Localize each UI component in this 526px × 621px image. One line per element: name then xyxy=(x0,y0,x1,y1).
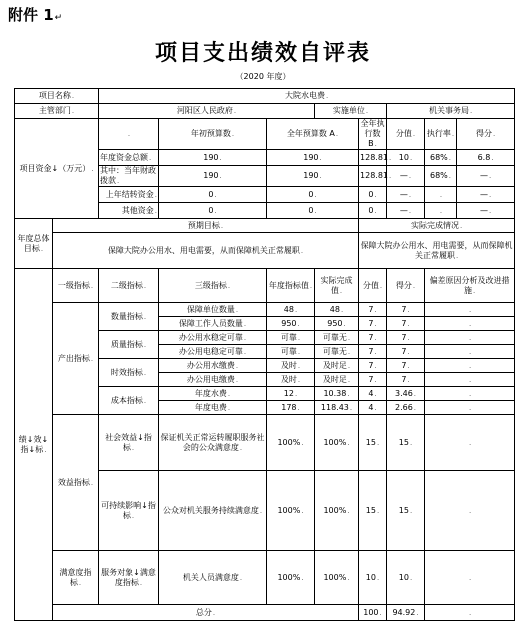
indicator-name: 办公用水缴费. xyxy=(159,359,267,373)
cell-end-mark: . xyxy=(459,221,463,230)
indicator-target: 48. xyxy=(267,303,315,317)
cell-end-mark: . xyxy=(413,389,417,398)
perf-header: 实际完成值. xyxy=(315,269,359,303)
cell-end-mark: . xyxy=(259,506,263,515)
indicator-note xyxy=(425,345,515,359)
cell-end-mark: . xyxy=(448,172,452,180)
cell-end-mark: . xyxy=(347,361,351,370)
cell-end-mark: . xyxy=(143,312,147,321)
cell-end-mark: . xyxy=(468,375,472,384)
cell-end-mark: . xyxy=(451,130,455,138)
funds-rate: 68%. xyxy=(425,166,457,187)
cell-end-mark: . xyxy=(347,375,351,384)
cell-end-mark: . xyxy=(374,389,377,398)
funds-rate xyxy=(425,203,457,219)
cell-end-mark: . xyxy=(448,153,452,162)
cell-end-mark: . xyxy=(413,403,417,412)
indicator-target: 及时. xyxy=(267,373,315,387)
cell-end-mark: . xyxy=(309,281,313,290)
cell-end-mark: . xyxy=(468,319,472,328)
cell-end-mark: . xyxy=(389,153,392,162)
cell-end-mark: . xyxy=(374,190,377,199)
perf-label: 绩↓效↓指↓标. xyxy=(15,269,53,621)
perf-row xyxy=(15,551,515,605)
indicator-note xyxy=(425,471,515,551)
cell-end-mark: . xyxy=(349,403,353,412)
cell-end-mark: . xyxy=(301,506,304,515)
cell-end-mark: . xyxy=(297,403,300,412)
cell-end-mark: . xyxy=(347,389,350,398)
cell-end-mark: . xyxy=(233,107,237,115)
cell-end-mark: . xyxy=(131,511,135,520)
project-name-label: 项目名称. xyxy=(15,89,99,104)
indicator-actual: 10.38. xyxy=(315,387,359,401)
indicator-got: 7. xyxy=(387,331,425,345)
cell-end-mark: . xyxy=(408,172,412,180)
indicator-score: 7. xyxy=(359,373,387,387)
level2-label: 成本指标. xyxy=(99,387,159,415)
indicator-got: 10. xyxy=(387,551,425,605)
cell-end-mark: . xyxy=(319,153,322,162)
indicator-got: 7. xyxy=(387,359,425,373)
indicator-note xyxy=(425,317,515,331)
output-label: 产出指标. xyxy=(53,303,99,415)
year-label: （2020 年度） xyxy=(235,72,291,81)
funds-header: 得分. xyxy=(457,119,515,150)
table-row xyxy=(15,89,515,104)
indicator-target: 100%. xyxy=(267,471,315,551)
funds-row-name: 其中：当年财政拨款. xyxy=(99,166,159,187)
indicator-score: 15. xyxy=(359,471,387,551)
cell-end-mark: . xyxy=(374,206,377,215)
indicator-target: 可靠. xyxy=(267,345,315,359)
cell-end-mark: . xyxy=(408,190,412,199)
goal-header-row xyxy=(15,219,515,233)
cell-end-mark: . xyxy=(343,319,346,328)
funds-init: 190. xyxy=(159,166,267,187)
satisfaction-label: 满意度指标. xyxy=(53,551,99,605)
cell-end-mark: . xyxy=(469,107,473,115)
cell-end-mark: . xyxy=(235,305,239,314)
funds-header-empty xyxy=(99,119,159,150)
funds-exec: 0. xyxy=(359,203,387,219)
cell-end-mark: . xyxy=(347,573,350,582)
funds-header: 分值. xyxy=(387,119,425,150)
indicator-actual: 可靠无. xyxy=(315,345,359,359)
indicator-target: 及时. xyxy=(267,359,315,373)
indicator-name: 保障工作人员数量. xyxy=(159,317,267,331)
funds-rate xyxy=(425,187,457,203)
cell-end-mark: . xyxy=(468,305,472,314)
table-row xyxy=(15,104,515,119)
cell-end-mark: . xyxy=(239,443,243,452)
perf-header: 得分. xyxy=(387,269,425,303)
indicator-name: 年度电费. xyxy=(159,401,267,415)
cell-end-mark: . xyxy=(347,438,350,447)
cell-end-mark: . xyxy=(314,206,317,215)
funds-got: —. xyxy=(457,203,515,219)
performance-table xyxy=(14,88,515,621)
cell-end-mark: . xyxy=(416,608,419,617)
cell-end-mark: . xyxy=(44,445,47,454)
funds-init: 0. xyxy=(159,187,267,203)
cell-end-mark: . xyxy=(143,281,147,290)
indicator-actual: 及时足. xyxy=(315,359,359,373)
indicator-note xyxy=(425,401,515,415)
cell-end-mark: . xyxy=(409,573,413,582)
funds-header: 全年预算数 A. xyxy=(267,119,359,150)
cell-end-mark: . xyxy=(139,578,143,587)
cell-end-mark: . xyxy=(412,281,416,290)
cell-end-mark: . xyxy=(376,438,380,447)
cell-end-mark: . xyxy=(468,347,472,356)
cell-end-mark: . xyxy=(389,172,392,180)
cell-end-mark: . xyxy=(365,107,369,115)
cell-end-mark: . xyxy=(492,130,496,138)
indicator-score: 4. xyxy=(359,387,387,401)
cell-end-mark: . xyxy=(455,251,459,260)
indicator-target: 100%. xyxy=(267,415,315,471)
total-score: 100. xyxy=(359,605,387,621)
cell-end-mark: . xyxy=(407,319,410,328)
funds-annual: 0. xyxy=(267,187,359,203)
indicator-actual: 118.43. xyxy=(315,401,359,415)
cell-end-mark: . xyxy=(243,319,247,328)
indicator-name: 公众对机关服务持续满意度. xyxy=(159,471,267,551)
cell-end-mark: . xyxy=(219,172,222,180)
goal-actual: 保障大院办公用水、用电需要，从而保障机关正常履职. xyxy=(359,233,515,269)
funds-annual: 0. xyxy=(267,203,359,219)
cell-end-mark: . xyxy=(407,375,410,384)
total-note xyxy=(425,605,515,621)
funds-annual: 190. xyxy=(267,150,359,166)
perf-row xyxy=(15,415,515,471)
cell-end-mark: . xyxy=(379,608,382,617)
indicator-note xyxy=(425,551,515,605)
dept-name: 河阳区人民政府. xyxy=(99,104,315,119)
indicator-got: 3.46. xyxy=(387,387,425,401)
cell-end-mark: . xyxy=(219,153,222,162)
funds-score: 10. xyxy=(387,150,425,166)
funds-exec: 128.81. xyxy=(359,150,387,166)
cell-end-mark: . xyxy=(408,206,412,215)
funds-row-name: 年度资金总额. xyxy=(99,150,159,166)
cell-end-mark: . xyxy=(325,92,329,100)
total-label: 总分. xyxy=(53,605,359,621)
benefit-label: 效益指标. xyxy=(53,415,99,551)
cell-end-mark: . xyxy=(374,319,377,328)
cell-end-mark: . xyxy=(347,347,351,356)
level2-label: 质量指标. xyxy=(99,331,159,359)
cell-end-mark: . xyxy=(374,403,377,412)
cell-end-mark: . xyxy=(90,478,94,487)
cell-end-mark: . xyxy=(131,443,135,452)
cell-end-mark: . xyxy=(468,438,472,447)
cell-end-mark: . xyxy=(243,333,247,342)
dept-label: 主管部门. xyxy=(15,104,99,119)
goal-label: 年度总体目标. xyxy=(15,219,53,269)
indicator-got: 2.66. xyxy=(387,401,425,415)
indicator-name: 保证机关正常运转履职服务社会的公众满意度. xyxy=(159,415,267,471)
cell-end-mark: . xyxy=(374,305,377,314)
level2-label: 服务对象↓满意度指标. xyxy=(99,551,159,605)
cell-end-mark: . xyxy=(227,281,231,290)
level2-label: 可持续影响↓指标. xyxy=(99,471,159,551)
cell-end-mark: . xyxy=(340,305,344,314)
indicator-target: 178. xyxy=(267,401,315,415)
perf-header: 二级指标. xyxy=(99,269,159,303)
cell-end-mark: . xyxy=(300,246,304,255)
cell-end-mark: . xyxy=(154,206,158,215)
cell-end-mark: . xyxy=(347,333,351,342)
cell-end-mark: . xyxy=(488,190,492,199)
funds-exec: 128.81. xyxy=(359,166,387,187)
cell-end-mark: . xyxy=(409,438,413,447)
cell-end-mark: . xyxy=(71,107,75,115)
indicator-score: 4. xyxy=(359,401,387,415)
indicator-name: 办公用电缴费. xyxy=(159,373,267,387)
cell-end-mark: . xyxy=(407,347,410,356)
cell-end-mark: . xyxy=(149,153,152,162)
funds-label: 项目资金↓（万元）. xyxy=(15,119,99,219)
cell-end-mark: . xyxy=(40,244,44,253)
cell-end-mark: . xyxy=(472,286,476,295)
cell-end-mark: . xyxy=(231,130,235,138)
impl-label: 实施单位. xyxy=(315,104,387,119)
cell-end-mark: . xyxy=(71,92,75,100)
project-name: 大院水电费. xyxy=(99,89,515,104)
funds-got: 6.8. xyxy=(457,150,515,166)
funds-got: —. xyxy=(457,166,515,187)
indicator-score: 10. xyxy=(359,551,387,605)
cell-end-mark: . xyxy=(468,506,472,515)
cell-end-mark: . xyxy=(409,506,413,515)
cell-end-mark: . xyxy=(143,396,147,405)
indicator-target: 950. xyxy=(267,317,315,331)
funds-rate: 68%. xyxy=(425,150,457,166)
cell-end-mark: . xyxy=(117,177,120,185)
perf-header: 一级指标. xyxy=(53,269,99,303)
indicator-name: 机关人员满意度. xyxy=(159,551,267,605)
cell-end-mark: . xyxy=(468,361,472,370)
cell-end-mark: . xyxy=(407,305,410,314)
perf-header: 偏差原因分析及改进措施. xyxy=(425,269,515,303)
indicator-actual: 100%. xyxy=(315,471,359,551)
cell-end-mark: . xyxy=(239,573,243,582)
cell-end-mark: . xyxy=(439,190,443,199)
cell-end-mark: . xyxy=(468,333,472,342)
level2-label: 社会效益↓指标. xyxy=(99,415,159,471)
goal-row xyxy=(15,233,515,269)
funds-score: —. xyxy=(387,187,425,203)
cell-end-mark: . xyxy=(314,190,317,199)
cell-end-mark: . xyxy=(376,506,380,515)
indicator-got: 7. xyxy=(387,373,425,387)
cell-end-mark: . xyxy=(143,340,147,349)
cell-end-mark: . xyxy=(379,281,383,290)
indicator-got: 15. xyxy=(387,471,425,551)
indicator-actual: 48. xyxy=(315,303,359,317)
indicator-target: 12. xyxy=(267,387,315,401)
cell-end-mark: . xyxy=(297,319,300,328)
indicator-actual: 950. xyxy=(315,317,359,331)
cell-end-mark: . xyxy=(468,403,472,412)
indicator-got: 7. xyxy=(387,345,425,359)
perf-header: 分值. xyxy=(359,269,387,303)
cell-end-mark: . xyxy=(143,368,147,377)
indicator-name: 保障单位数量. xyxy=(159,303,267,317)
indicator-score: 7. xyxy=(359,303,387,317)
cell-end-mark: . xyxy=(78,578,82,587)
cell-end-mark: . xyxy=(212,608,216,617)
cell-end-mark: . xyxy=(214,190,217,199)
indicator-score: 7. xyxy=(359,331,387,345)
cell-end-mark: . xyxy=(468,608,472,617)
cell-end-mark: . xyxy=(294,305,298,314)
indicator-note xyxy=(425,359,515,373)
cell-end-mark: . xyxy=(227,403,231,412)
indicator-actual: 100%. xyxy=(315,551,359,605)
cell-end-mark: . xyxy=(347,506,350,515)
funds-row-name: 其他资金. xyxy=(99,203,159,219)
funds-header-row xyxy=(15,119,515,150)
funds-row-name: 上年结转资金. xyxy=(99,187,159,203)
indicator-score: 7. xyxy=(359,359,387,373)
indicator-score: 7. xyxy=(359,317,387,331)
indicator-target: 可靠. xyxy=(267,331,315,345)
funds-got: —. xyxy=(457,187,515,203)
indicator-got: 7. xyxy=(387,317,425,331)
cell-end-mark: . xyxy=(468,389,472,398)
indicator-target: 100%. xyxy=(267,551,315,605)
indicator-note xyxy=(425,373,515,387)
cell-end-mark: . xyxy=(407,333,410,342)
annex-label: 附件 1↵ xyxy=(8,6,63,24)
indicator-actual: 100%. xyxy=(315,415,359,471)
cell-end-mark: . xyxy=(227,389,231,398)
indicator-note xyxy=(425,415,515,471)
cell-end-mark: . xyxy=(90,281,94,290)
cell-end-mark: . xyxy=(409,153,413,162)
indicator-note xyxy=(425,303,515,317)
cell-end-mark: . xyxy=(319,172,322,180)
funds-header: 全年执行数 B. xyxy=(360,119,385,148)
cell-end-mark: . xyxy=(374,140,377,148)
perf-header-row xyxy=(15,269,515,303)
cell-end-mark: . xyxy=(376,573,380,582)
indicator-note xyxy=(425,331,515,345)
cell-end-mark: . xyxy=(488,172,492,180)
indicator-score: 15. xyxy=(359,415,387,471)
cell-end-mark: . xyxy=(91,164,94,173)
cell-end-mark: . xyxy=(412,130,416,138)
cell-end-mark: . xyxy=(90,354,94,363)
cell-end-mark: . xyxy=(235,361,239,370)
funds-init: 0. xyxy=(159,203,267,219)
funds-score: —. xyxy=(387,166,425,187)
goal-expected-header: 预期目标. xyxy=(53,219,359,233)
cell-end-mark: . xyxy=(374,361,377,370)
cell-end-mark: . xyxy=(297,361,301,370)
cell-end-mark: . xyxy=(301,438,304,447)
indicator-note xyxy=(425,387,515,401)
page-title: 项目支出绩效自评表 xyxy=(154,41,371,66)
perf-header: 年度指标值. xyxy=(267,269,315,303)
cell-end-mark: . xyxy=(339,286,343,295)
cell-end-mark: . xyxy=(407,361,410,370)
impl-name: 机关事务局. xyxy=(387,104,515,119)
cell-end-mark: . xyxy=(297,347,301,356)
cell-end-mark: . xyxy=(214,206,217,215)
cell-end-mark: . xyxy=(297,333,301,342)
funds-header: 年初预算数. xyxy=(159,119,267,150)
cell-end-mark: . xyxy=(335,130,339,138)
cell-end-mark: . xyxy=(297,375,301,384)
total-row xyxy=(15,605,515,621)
goal-expected: 保障大院办公用水、用电需要，从而保障机关正常履职. xyxy=(53,233,359,269)
cell-end-mark: . xyxy=(374,375,377,384)
cell-end-mark: . xyxy=(220,221,224,230)
funds-header: 执行率. xyxy=(425,119,457,150)
cell-end-mark: . xyxy=(488,206,492,215)
indicator-score: 7. xyxy=(359,345,387,359)
cell-end-mark: . xyxy=(374,347,377,356)
cell-end-mark: . xyxy=(154,190,158,199)
cell-end-mark: . xyxy=(243,347,247,356)
perf-row xyxy=(15,303,515,317)
indicator-name: 办公用水稳定可靠. xyxy=(159,331,267,345)
indicator-name: 办公用电稳定可靠. xyxy=(159,345,267,359)
level2-label: 时效指标. xyxy=(99,359,159,387)
indicator-got: 15. xyxy=(387,415,425,471)
perf-header: 三级指标. xyxy=(159,269,267,303)
level2-label: 数量指标. xyxy=(99,303,159,331)
cell-end-mark: . xyxy=(294,389,298,398)
cell-end-mark: . xyxy=(127,130,131,138)
cell-end-mark: . xyxy=(301,573,304,582)
funds-score: —. xyxy=(387,203,425,219)
funds-annual: 190. xyxy=(267,166,359,187)
cell-end-mark: . xyxy=(491,153,494,162)
indicator-actual: 可靠无. xyxy=(315,331,359,345)
goal-actual-header: 实际完成情况. xyxy=(359,219,515,233)
total-got: 94.92. xyxy=(387,605,425,621)
cell-end-mark: . xyxy=(374,333,377,342)
indicator-actual: 及时足. xyxy=(315,373,359,387)
cell-end-mark: . xyxy=(468,573,472,582)
funds-exec: 0. xyxy=(359,187,387,203)
funds-init: 190. xyxy=(159,150,267,166)
cell-end-mark: . xyxy=(439,206,443,215)
cell-end-mark: . xyxy=(235,375,239,384)
indicator-name: 年度水费. xyxy=(159,387,267,401)
indicator-got: 7. xyxy=(387,303,425,317)
